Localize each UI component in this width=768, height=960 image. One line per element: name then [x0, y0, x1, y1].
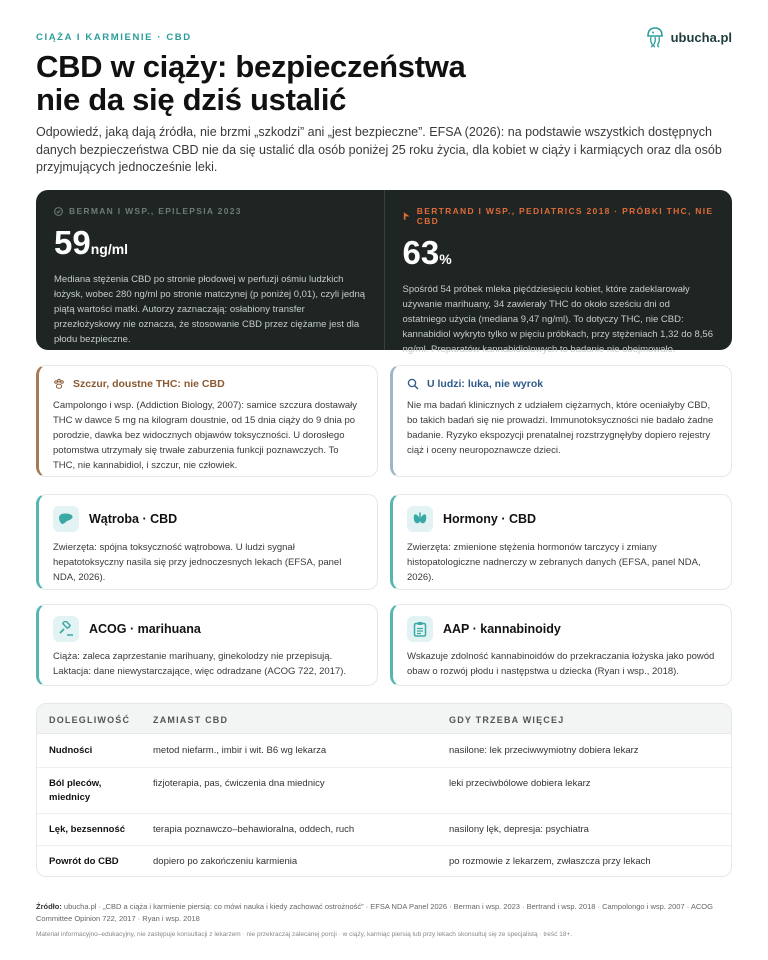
info-card-text: Zwierzęta: spójna toksyczność wątrobowa. U ludzi sygnał hepatotoksyczny nasila się przy jednoczesnych lekach (EFSA, panel NDA, 2026). [53, 542, 342, 583]
source-note [36, 901, 736, 925]
page-title [36, 50, 556, 116]
table-cell: Nudności [49, 745, 93, 756]
table-cell: metod niefarm., imbir i wit. B6 wg lekarza [153, 745, 327, 756]
stat-tag-text: BERMAN I WSP., EPILEPSIA 2023 [69, 206, 242, 216]
note-rat-title-text: Szczur, doustne THC: nie CBD [73, 378, 225, 390]
logo-text: ubucha.pl [670, 29, 732, 45]
table-row [37, 734, 731, 768]
note-rat [36, 365, 378, 477]
info-card-text: Ciąża: zaleca zaprzestanie marihuany, ginekolodzy nie przepisują. Laktacja: dane niewystarczające, więc odradzane (ACOG 722, 2017). [53, 651, 347, 677]
alternatives-table [36, 703, 732, 877]
table-row [37, 814, 731, 846]
stat-value [403, 234, 715, 278]
info-card-text: Zwierzęta: zmienione stężenia hormonów tarczycy i zmiany histopatologiczne nadnerczy w zebranych danych (EFSA, panel NDA, 2026). [407, 542, 701, 583]
gavel-icon [53, 616, 79, 642]
table-cell: Lęk, bezsenność [49, 824, 126, 835]
note-humans-title [407, 378, 717, 390]
source-label: Źródło: [36, 902, 62, 911]
search-icon [407, 378, 419, 390]
table-header-cell: ZAMIAST CBD [153, 715, 229, 725]
table-cell: nasilony lęk, depresja: psychiatra [449, 824, 589, 835]
info-card-liver [36, 494, 378, 590]
table-cell: fizjoterapia, pas, ćwiczenia dna miednicy [153, 778, 325, 789]
table-cell: leki przeciwbólowe dobiera lekarz [449, 778, 591, 789]
note-humans [390, 365, 732, 477]
stat-text: Mediana stężenia CBD po stronie płodowej w perfuzji ośmiu ludzkich łożysk, wobec 280 ng/ml po stronie matczynej (p poniżej 0,01), czyli jedną piątą wartości matki. Autorzy zaznaczają: osłabiony transfer przezłożyskowy nie oznacza, że stosowanie CBD przez ciężarne jest dla płodu bezpieczne. [54, 274, 366, 345]
disclaimer: Materiał informacyjno–edukacyjny, nie zastępuje konsultacji z lekarzem · nie przekraczaj zalecanej porcji · w ciąży, karmiąc piersią lub przy lekach skonsultuj się ze specjalistą · treść 18+. [36, 931, 573, 938]
info-card-header [53, 506, 363, 532]
paw-icon [53, 378, 65, 390]
info-card-header [53, 616, 363, 642]
stat-unit: ng/ml [90, 241, 129, 257]
stat-text: Spośród 54 próbek mleka pięćdziesięciu kobiet, które zadeklarowały używanie marihuany, 34 zawierały THC do około sześciu dni od ostatniego użycia (mediana 9,47 ng/ml). To dotyczy THC, nie CBD: kannabidiol wykryto tylko w pięciu próbkach, przy stężeniach 1,32 do 8,56 ng/ml. Preparatów kannabidiolowych to badanie nie obejmowało. [402, 284, 714, 355]
title-line-1: CBD w ciąży: bezpieczeństwa [36, 49, 466, 84]
stat-bertrand [384, 190, 733, 355]
info-card-title: ACOG · marihuana [89, 622, 201, 636]
lead-paragraph: Odpowiedź, jaką dają źródła, nie brzmi „szkodzi” ani „jest bezpieczne”. EFSA (2026): na podstawie wszystkich dostępnych danych bezpieczeństwa CBD nie da się ustalić dla osób poniżej 25 roku życia, dla kobiet w ciąży i karmiących oraz dla osób przyjmujących jednocześnie leki. [36, 125, 722, 174]
stat-number: 63 [402, 234, 440, 271]
note-humans-title-text: U ludzi: luka, nie wyrok [427, 378, 544, 390]
table-cell: terapia poznawczo–behawioralna, oddech, ruch [153, 824, 355, 835]
info-card-header [407, 506, 717, 532]
stat-number: 59 [54, 224, 91, 261]
stat-tag [54, 206, 366, 216]
info-card-hormones [390, 494, 732, 590]
title-line-2: nie da się dziś ustalić [36, 82, 347, 117]
liver-icon [53, 506, 79, 532]
warning-flag-icon [403, 211, 411, 221]
info-card-title: AAP · kannabinoidy [443, 622, 561, 636]
stat-tag [403, 206, 715, 226]
table-row [37, 768, 731, 814]
table-header [37, 704, 731, 734]
info-card-acog [36, 604, 378, 686]
table-header-cell: DOLEGLIWOŚĆ [49, 715, 131, 725]
note-humans-text: Nie ma badań klinicznych z udziałem ciężarnych, które oceniałyby CBD, bo takich badań się nie prowadzi. Immunotoksyczności nie badało żadne badanie. Ryzyko ekspozycji prenatalnej rozstrzygnęłyby dopiero rejestry ciąż i oceny neuropoznawcze dzieci. [407, 400, 714, 456]
table-cell: Powrót do CBD [49, 856, 119, 867]
note-rat-title [53, 378, 363, 390]
jellyfish-icon [645, 26, 665, 48]
clipboard-icon [407, 616, 433, 642]
info-card-title: Hormony · CBD [443, 512, 537, 526]
source-text: ubucha.pl · „CBD a ciąża i karmienie piersią: co mówi nauka i kiedy zachować ostrożność” · EFSA NDA Panel 2026 · Berman i wsp. 2023 · Bertrand i wsp. 2018 · Campolongo i wsp. 2007 · ACOG Committee Opinion 722, 2017 · Ryan i wsp. 2018 [36, 902, 713, 923]
info-card-header [407, 616, 717, 642]
kicker: CIĄŻA I KARMIENIE · CBD [36, 32, 192, 43]
stat-berman [36, 190, 384, 350]
logo[interactable] [645, 26, 732, 48]
table-header-cell: GDY TRZEBA WIĘCEJ [449, 715, 565, 725]
thyroid-icon [407, 506, 433, 532]
note-rat-text: Campolongo i wsp. (Addiction Biology, 2007): samice szczura dostawały THC w dawce 5 mg na kilogram doustnie, od 15 dnia ciąży do 9 dnia po porodzie, dawka bez widocznych objawów toksyczności. U dorosłego potomstwa utrzymały się trwałe zaburzenia funkcji poznawczych. To THC, nie kannabidiol, i szczur, nie człowiek. [53, 400, 357, 471]
table-row [37, 846, 731, 877]
table-cell: nasilone: lek przeciwwymiotny dobiera lekarz [449, 745, 639, 756]
stat-value [54, 224, 366, 268]
stats-panel [36, 190, 732, 355]
stat-unit: % [439, 251, 452, 267]
check-circle-icon [54, 207, 63, 216]
table-cell: po rozmowie z lekarzem, zwłaszcza przy lekach [449, 856, 651, 867]
info-card-aap [390, 604, 732, 686]
table-cell: dopiero po zakończeniu karmienia [153, 856, 298, 867]
info-card-title: Wątroba · CBD [89, 512, 178, 526]
info-card-text: Wskazuje zdolność kannabinoidów do przekraczania łożyska jako powód obaw o rozwój płodu i następstwa u dziecka (Ryan i wsp., 2018). [407, 651, 715, 677]
table-cell: Ból pleców, miednicy [49, 778, 102, 803]
stat-tag-text: BERTRAND I WSP., PEDIATRICS 2018 · PRÓBKI THC, NIE CBD [416, 206, 714, 226]
